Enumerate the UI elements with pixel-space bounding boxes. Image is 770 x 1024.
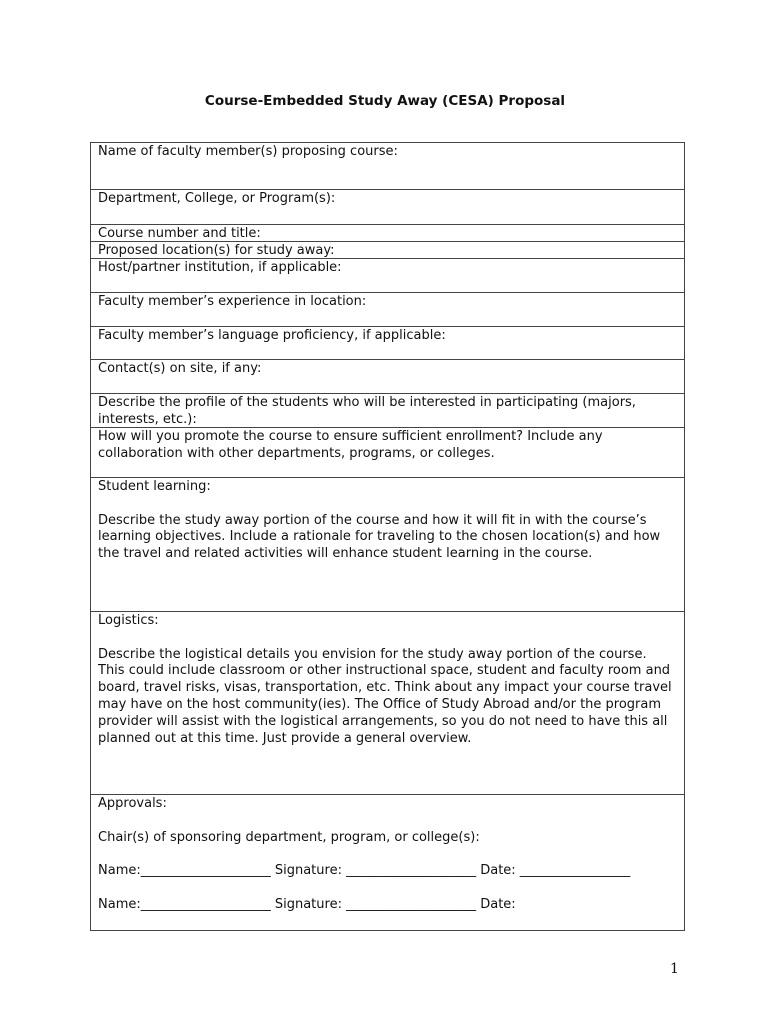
document-title: Course-Embedded Study Away (CESA) Proposal	[204, 93, 566, 109]
department-label: Department, College, or Program(s):	[98, 191, 336, 206]
approvals-field[interactable]	[91, 795, 684, 931]
contacts-label: Contact(s) on site, if any:	[98, 361, 262, 376]
department-field[interactable]	[91, 190, 684, 225]
experience-field[interactable]	[91, 293, 684, 327]
faculty-name-field[interactable]	[91, 143, 684, 190]
host-label: Host/partner institution, if applicable:	[98, 260, 342, 275]
course-number-field[interactable]	[91, 225, 684, 242]
experience-label: Faculty member’s experience in location:	[98, 294, 367, 309]
language-field[interactable]	[91, 327, 684, 360]
approvals-chair-label: Chair(s) of sponsoring department, program, or college(s):	[98, 829, 480, 845]
student-learning-field[interactable]	[91, 478, 684, 612]
promote-label: How will you promote the course to ensure sufficient enrollment? Include any collaboration with other departments, programs, or colleges.	[98, 429, 603, 461]
faculty-name-label: Name of faculty member(s) proposing course:	[98, 144, 398, 159]
contacts-field[interactable]	[91, 360, 684, 394]
student-learning-instructions: Describe the study away portion of the course and how it will fit in with the course’s learning objectives. Include a rationale for traveling to the chosen location(s) and how the travel and related activities will enhance student learning in the course.	[98, 512, 661, 562]
logistics-field[interactable]	[91, 612, 684, 795]
logistics-heading: Logistics:	[98, 613, 159, 628]
location-field[interactable]	[91, 242, 684, 259]
course-number-label: Course number and title:	[98, 226, 261, 241]
location-label: Proposed location(s) for study away:	[98, 243, 335, 258]
signature-line[interactable]: Name:____________________ Signature: ____________________ Date: _________________	[98, 863, 631, 879]
approvals-heading: Approvals:	[98, 796, 167, 811]
language-label: Faculty member’s language proficiency, if applicable:	[98, 328, 446, 343]
logistics-instructions: Describe the logistical details you envision for the study away portion of the course. This could include classroom or other instructional space, student and faculty room and board, travel risks, visas, transportation, etc. Think about any impact your course travel may have on the host community(ies). The Office of Study Abroad and/or the program provider will assist with the logistical arrangements, so you do not need to have this all planned out at this time. Just provide a general overview.	[98, 646, 672, 746]
student-learning-heading: Student learning:	[98, 479, 211, 494]
profile-label: Describe the profile of the students who will be interested in participating (majors, interests, etc.):	[98, 395, 636, 427]
host-field[interactable]	[91, 259, 684, 293]
profile-field[interactable]	[91, 394, 684, 428]
proposal-form	[90, 142, 685, 931]
signature-line[interactable]: Name:____________________ Signature: ____________________ Date:	[98, 896, 516, 912]
promote-field[interactable]	[91, 428, 684, 478]
page-number: 1	[670, 961, 679, 977]
